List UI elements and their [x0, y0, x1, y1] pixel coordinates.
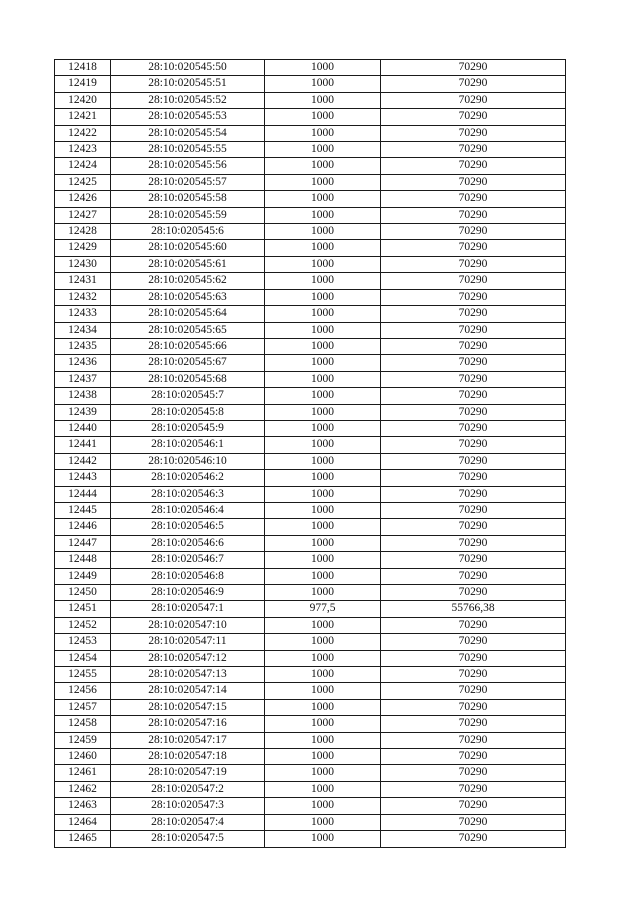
value-cell: 70290	[381, 519, 566, 535]
table-row	[55, 404, 566, 420]
table-row	[55, 125, 566, 141]
table-row	[55, 699, 566, 715]
cadastral-number-cell: 28:10:020545:52	[111, 92, 265, 108]
area-cell: 1000	[265, 781, 381, 797]
table-row	[55, 92, 566, 108]
row-number-cell: 12444	[55, 486, 111, 502]
value-cell: 70290	[381, 256, 566, 272]
area-cell: 1000	[265, 716, 381, 732]
value-cell: 70290	[381, 420, 566, 436]
area-cell: 1000	[265, 273, 381, 289]
table-row	[55, 667, 566, 683]
row-number-cell: 12433	[55, 306, 111, 322]
row-number-cell: 12420	[55, 92, 111, 108]
cadastral-number-cell: 28:10:020546:8	[111, 568, 265, 584]
value-cell: 70290	[381, 667, 566, 683]
table-row	[55, 683, 566, 699]
cadastral-number-cell: 28:10:020547:18	[111, 749, 265, 765]
cadastral-number-cell: 28:10:020547:15	[111, 699, 265, 715]
area-cell: 1000	[265, 207, 381, 223]
row-number-cell: 12434	[55, 322, 111, 338]
row-number-cell: 12440	[55, 420, 111, 436]
row-number-cell: 12461	[55, 765, 111, 781]
value-cell: 70290	[381, 502, 566, 518]
row-number-cell: 12425	[55, 174, 111, 190]
cadastral-number-cell: 28:10:020546:5	[111, 519, 265, 535]
area-cell: 1000	[265, 585, 381, 601]
value-cell: 70290	[381, 240, 566, 256]
cadastral-number-cell: 28:10:020545:50	[111, 60, 265, 76]
value-cell: 70290	[381, 306, 566, 322]
row-number-cell: 12435	[55, 338, 111, 354]
value-cell: 70290	[381, 142, 566, 158]
value-cell: 70290	[381, 92, 566, 108]
row-number-cell: 12443	[55, 470, 111, 486]
cadastral-number-cell: 28:10:020545:65	[111, 322, 265, 338]
table-row	[55, 749, 566, 765]
cadastral-number-cell: 28:10:020545:58	[111, 191, 265, 207]
area-cell: 1000	[265, 634, 381, 650]
row-number-cell: 12431	[55, 273, 111, 289]
area-cell: 1000	[265, 125, 381, 141]
table-row	[55, 240, 566, 256]
cadastral-number-cell: 28:10:020547:5	[111, 831, 265, 847]
cadastral-number-cell: 28:10:020545:54	[111, 125, 265, 141]
area-cell: 1000	[265, 142, 381, 158]
row-number-cell: 12459	[55, 732, 111, 748]
table-row	[55, 142, 566, 158]
value-cell: 70290	[381, 174, 566, 190]
value-cell: 70290	[381, 634, 566, 650]
row-number-cell: 12421	[55, 109, 111, 125]
area-cell: 1000	[265, 699, 381, 715]
row-number-cell: 12441	[55, 437, 111, 453]
value-cell: 70290	[381, 453, 566, 469]
value-cell: 55766,38	[381, 601, 566, 617]
row-number-cell: 12422	[55, 125, 111, 141]
area-cell: 1000	[265, 306, 381, 322]
table-row	[55, 289, 566, 305]
value-cell: 70290	[381, 76, 566, 92]
cadastral-number-cell: 28:10:020547:19	[111, 765, 265, 781]
area-cell: 1000	[265, 552, 381, 568]
table-row	[55, 470, 566, 486]
table-row	[55, 109, 566, 125]
cadastral-number-cell: 28:10:020547:16	[111, 716, 265, 732]
cadastral-number-cell: 28:10:020546:4	[111, 502, 265, 518]
table-row	[55, 191, 566, 207]
cadastral-number-cell: 28:10:020547:2	[111, 781, 265, 797]
area-cell: 1000	[265, 76, 381, 92]
row-number-cell: 12449	[55, 568, 111, 584]
area-cell: 1000	[265, 388, 381, 404]
area-cell: 1000	[265, 798, 381, 814]
row-number-cell: 12436	[55, 355, 111, 371]
cadastral-number-cell: 28:10:020547:14	[111, 683, 265, 699]
table-row	[55, 355, 566, 371]
value-cell: 70290	[381, 355, 566, 371]
cadastral-number-cell: 28:10:020545:55	[111, 142, 265, 158]
value-cell: 70290	[381, 338, 566, 354]
cadastral-number-cell: 28:10:020545:6	[111, 224, 265, 240]
area-cell: 1000	[265, 470, 381, 486]
table-row	[55, 420, 566, 436]
cadastral-number-cell: 28:10:020546:10	[111, 453, 265, 469]
row-number-cell: 12427	[55, 207, 111, 223]
cadastral-number-cell: 28:10:020546:9	[111, 585, 265, 601]
table-row	[55, 273, 566, 289]
cadastral-number-cell: 28:10:020545:9	[111, 420, 265, 436]
cadastral-number-cell: 28:10:020545:59	[111, 207, 265, 223]
cadastral-number-cell: 28:10:020545:53	[111, 109, 265, 125]
value-cell: 70290	[381, 814, 566, 830]
row-number-cell: 12442	[55, 453, 111, 469]
row-number-cell: 12458	[55, 716, 111, 732]
area-cell: 1000	[265, 109, 381, 125]
table-row	[55, 617, 566, 633]
value-cell: 70290	[381, 749, 566, 765]
area-cell: 1000	[265, 535, 381, 551]
value-cell: 70290	[381, 732, 566, 748]
row-number-cell: 12457	[55, 699, 111, 715]
cadastral-number-cell: 28:10:020545:60	[111, 240, 265, 256]
value-cell: 70290	[381, 568, 566, 584]
table-row	[55, 732, 566, 748]
value-cell: 70290	[381, 371, 566, 387]
cadastral-number-cell: 28:10:020545:63	[111, 289, 265, 305]
row-number-cell: 12455	[55, 667, 111, 683]
area-cell: 1000	[265, 486, 381, 502]
cadastral-number-cell: 28:10:020547:12	[111, 650, 265, 666]
row-number-cell: 12450	[55, 585, 111, 601]
area-cell: 1000	[265, 224, 381, 240]
value-cell: 70290	[381, 781, 566, 797]
cadastral-number-cell: 28:10:020545:51	[111, 76, 265, 92]
cadastral-number-cell: 28:10:020547:3	[111, 798, 265, 814]
table-row	[55, 76, 566, 92]
value-cell: 70290	[381, 388, 566, 404]
table-row	[55, 338, 566, 354]
value-cell: 70290	[381, 158, 566, 174]
area-cell: 1000	[265, 732, 381, 748]
area-cell: 1000	[265, 765, 381, 781]
area-cell: 1000	[265, 617, 381, 633]
table-row	[55, 552, 566, 568]
value-cell: 70290	[381, 404, 566, 420]
cadastral-number-cell: 28:10:020547:4	[111, 814, 265, 830]
row-number-cell: 12424	[55, 158, 111, 174]
cadastral-number-cell: 28:10:020545:8	[111, 404, 265, 420]
row-number-cell: 12432	[55, 289, 111, 305]
table-row	[55, 502, 566, 518]
value-cell: 70290	[381, 683, 566, 699]
table-row	[55, 781, 566, 797]
value-cell: 70290	[381, 322, 566, 338]
cadastral-number-cell: 28:10:020545:7	[111, 388, 265, 404]
value-cell: 70290	[381, 765, 566, 781]
area-cell: 1000	[265, 502, 381, 518]
value-cell: 70290	[381, 289, 566, 305]
area-cell: 1000	[265, 831, 381, 847]
area-cell: 1000	[265, 420, 381, 436]
value-cell: 70290	[381, 699, 566, 715]
cadastral-number-cell: 28:10:020547:13	[111, 667, 265, 683]
area-cell: 1000	[265, 437, 381, 453]
table-row	[55, 207, 566, 223]
table-row	[55, 814, 566, 830]
area-cell: 1000	[265, 667, 381, 683]
table-row	[55, 634, 566, 650]
area-cell: 1000	[265, 519, 381, 535]
area-cell: 977,5	[265, 601, 381, 617]
cadastral-number-cell: 28:10:020545:68	[111, 371, 265, 387]
table-row	[55, 174, 566, 190]
table-row	[55, 831, 566, 847]
row-number-cell: 12462	[55, 781, 111, 797]
table-row	[55, 601, 566, 617]
cadastral-number-cell: 28:10:020547:1	[111, 601, 265, 617]
value-cell: 70290	[381, 437, 566, 453]
table-row	[55, 568, 566, 584]
row-number-cell: 12460	[55, 749, 111, 765]
value-cell: 70290	[381, 207, 566, 223]
table-row	[55, 224, 566, 240]
row-number-cell: 12447	[55, 535, 111, 551]
table-row	[55, 486, 566, 502]
row-number-cell: 12423	[55, 142, 111, 158]
cadastral-number-cell: 28:10:020545:66	[111, 338, 265, 354]
value-cell: 70290	[381, 224, 566, 240]
area-cell: 1000	[265, 191, 381, 207]
table-row	[55, 256, 566, 272]
table-row	[55, 453, 566, 469]
area-cell: 1000	[265, 683, 381, 699]
row-number-cell: 12438	[55, 388, 111, 404]
value-cell: 70290	[381, 535, 566, 551]
table-row	[55, 437, 566, 453]
table-row	[55, 371, 566, 387]
value-cell: 70290	[381, 486, 566, 502]
table-row	[55, 519, 566, 535]
area-cell: 1000	[265, 174, 381, 190]
area-cell: 1000	[265, 404, 381, 420]
value-cell: 70290	[381, 552, 566, 568]
cadastral-number-cell: 28:10:020545:56	[111, 158, 265, 174]
row-number-cell: 12445	[55, 502, 111, 518]
area-cell: 1000	[265, 453, 381, 469]
row-number-cell: 12446	[55, 519, 111, 535]
cadastral-number-cell: 28:10:020547:10	[111, 617, 265, 633]
cadastral-number-cell: 28:10:020547:17	[111, 732, 265, 748]
table-row	[55, 765, 566, 781]
value-cell: 70290	[381, 60, 566, 76]
value-cell: 70290	[381, 585, 566, 601]
land-parcel-table	[54, 59, 566, 848]
value-cell: 70290	[381, 831, 566, 847]
row-number-cell: 12418	[55, 60, 111, 76]
table-row	[55, 306, 566, 322]
value-cell: 70290	[381, 650, 566, 666]
value-cell: 70290	[381, 798, 566, 814]
area-cell: 1000	[265, 650, 381, 666]
value-cell: 70290	[381, 617, 566, 633]
table-row	[55, 798, 566, 814]
row-number-cell: 12464	[55, 814, 111, 830]
area-cell: 1000	[265, 355, 381, 371]
table-row	[55, 60, 566, 76]
area-cell: 1000	[265, 814, 381, 830]
row-number-cell: 12465	[55, 831, 111, 847]
cadastral-number-cell: 28:10:020546:2	[111, 470, 265, 486]
table-row	[55, 158, 566, 174]
table-body	[55, 60, 566, 848]
value-cell: 70290	[381, 273, 566, 289]
area-cell: 1000	[265, 568, 381, 584]
area-cell: 1000	[265, 289, 381, 305]
value-cell: 70290	[381, 191, 566, 207]
area-cell: 1000	[265, 371, 381, 387]
cadastral-number-cell: 28:10:020546:3	[111, 486, 265, 502]
area-cell: 1000	[265, 256, 381, 272]
row-number-cell: 12453	[55, 634, 111, 650]
table-row	[55, 535, 566, 551]
value-cell: 70290	[381, 470, 566, 486]
row-number-cell: 12426	[55, 191, 111, 207]
cadastral-number-cell: 28:10:020546:7	[111, 552, 265, 568]
row-number-cell: 12439	[55, 404, 111, 420]
row-number-cell: 12451	[55, 601, 111, 617]
table-row	[55, 322, 566, 338]
row-number-cell: 12452	[55, 617, 111, 633]
cadastral-number-cell: 28:10:020545:61	[111, 256, 265, 272]
cadastral-number-cell: 28:10:020546:1	[111, 437, 265, 453]
row-number-cell: 12419	[55, 76, 111, 92]
area-cell: 1000	[265, 338, 381, 354]
cadastral-number-cell: 28:10:020545:62	[111, 273, 265, 289]
area-cell: 1000	[265, 60, 381, 76]
table-row	[55, 388, 566, 404]
row-number-cell: 12437	[55, 371, 111, 387]
cadastral-number-cell: 28:10:020547:11	[111, 634, 265, 650]
row-number-cell: 12454	[55, 650, 111, 666]
area-cell: 1000	[265, 240, 381, 256]
value-cell: 70290	[381, 125, 566, 141]
row-number-cell: 12429	[55, 240, 111, 256]
row-number-cell: 12463	[55, 798, 111, 814]
table-row	[55, 716, 566, 732]
table-row	[55, 650, 566, 666]
area-cell: 1000	[265, 749, 381, 765]
cadastral-number-cell: 28:10:020545:67	[111, 355, 265, 371]
row-number-cell: 12428	[55, 224, 111, 240]
row-number-cell: 12448	[55, 552, 111, 568]
area-cell: 1000	[265, 92, 381, 108]
cadastral-number-cell: 28:10:020545:57	[111, 174, 265, 190]
value-cell: 70290	[381, 109, 566, 125]
cadastral-number-cell: 28:10:020546:6	[111, 535, 265, 551]
row-number-cell: 12430	[55, 256, 111, 272]
value-cell: 70290	[381, 716, 566, 732]
area-cell: 1000	[265, 158, 381, 174]
table-row	[55, 585, 566, 601]
row-number-cell: 12456	[55, 683, 111, 699]
cadastral-number-cell: 28:10:020545:64	[111, 306, 265, 322]
area-cell: 1000	[265, 322, 381, 338]
